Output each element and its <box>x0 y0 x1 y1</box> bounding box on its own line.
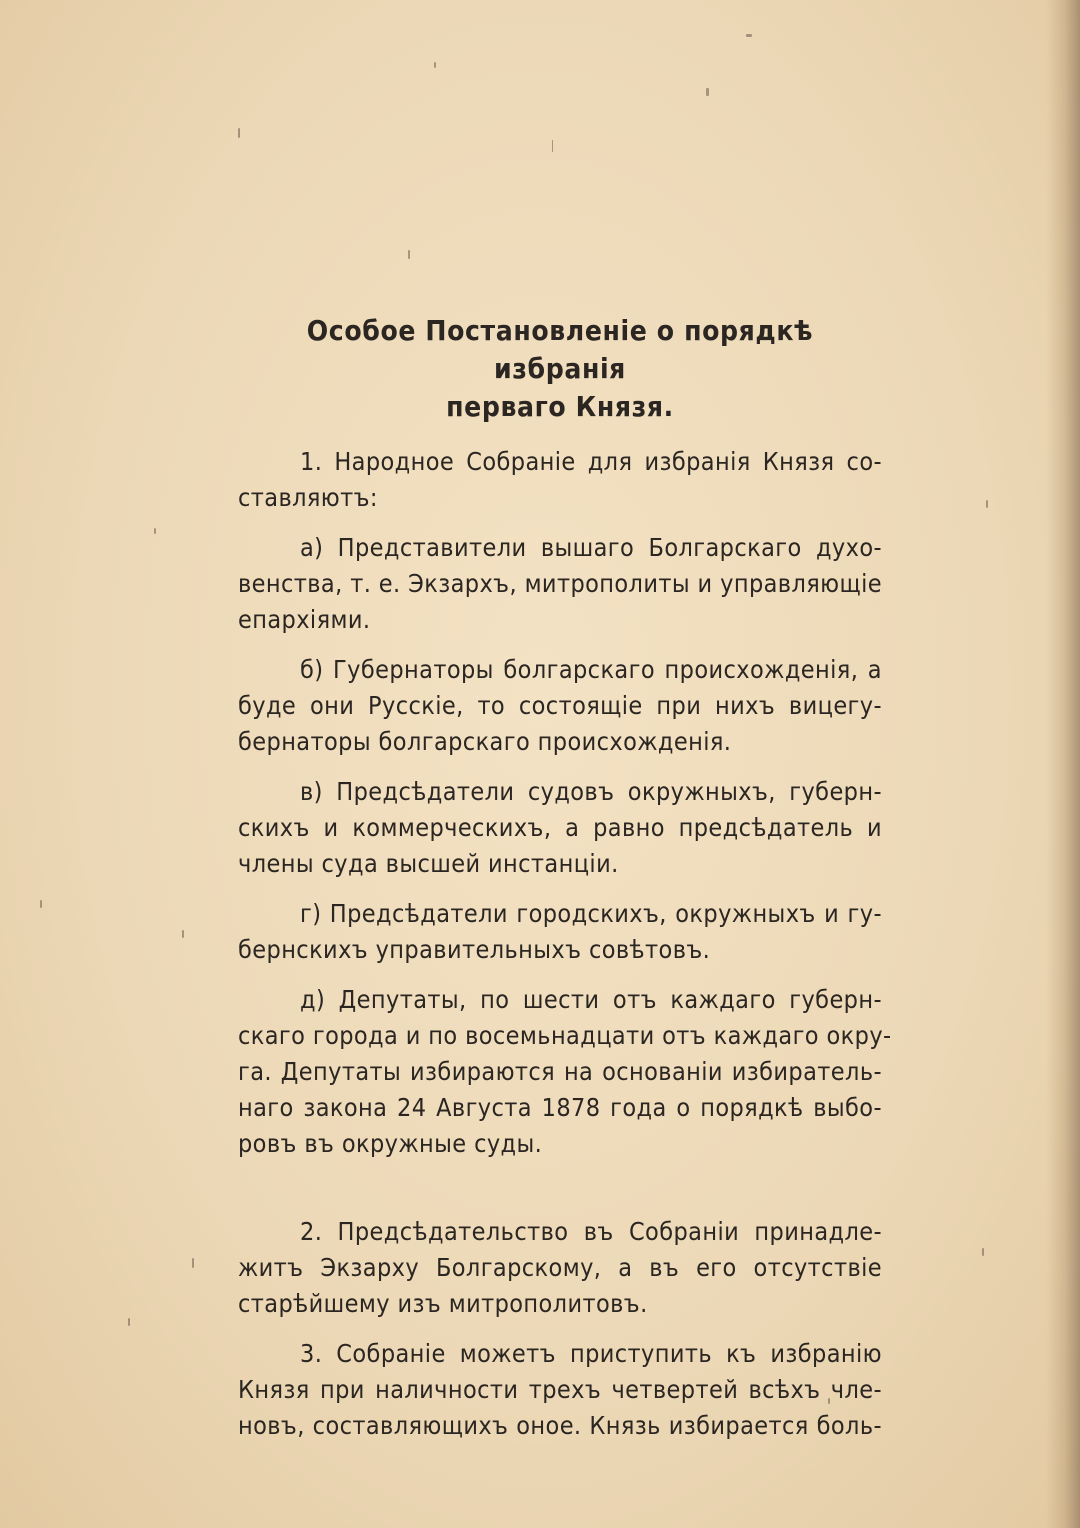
text-line: ставляютъ: <box>238 483 378 512</box>
text-line: скихъ и коммерческихъ, а равно предсѣдатель и <box>238 813 882 842</box>
text-line: скаго города и по восемьнадцати отъ каждаго окру- <box>238 1021 892 1050</box>
paper-speck <box>154 528 156 534</box>
paragraph-2 <box>238 1214 882 1322</box>
text-line: в) Предсѣдатели судовъ окружныхъ, губерн- <box>300 777 882 806</box>
text-line: наго закона 24 Августа 1878 года о порядкѣ выбо- <box>238 1093 882 1122</box>
paragraph-v <box>238 774 882 882</box>
paper-speck <box>40 900 42 908</box>
text-line: новъ, составляющихъ оное. Князь избирается боль- <box>238 1411 882 1440</box>
title-line: перваго Князя. <box>446 390 674 423</box>
document-body <box>238 312 892 1444</box>
paragraph-1 <box>238 444 882 516</box>
text-line: Князя при наличности трехъ четвертей всѣхъ чле- <box>238 1375 882 1404</box>
document-title <box>238 312 882 426</box>
text-line: бернскихъ управительныхъ совѣтовъ. <box>238 935 711 964</box>
text-line: г) Предсѣдатели городскихъ, окружныхъ и гу- <box>300 899 882 928</box>
text-line: га. Депутаты избираются на основаніи избиратель- <box>238 1057 882 1086</box>
text-line: б) Губернаторы болгарскаго происхожденія, а <box>300 655 882 684</box>
text-line: житъ Экзарху Болгарскому, а въ его отсутствіе <box>238 1253 882 1282</box>
paper-speck <box>552 140 553 152</box>
text-line: бернаторы болгарскаго происхожденія. <box>238 727 732 756</box>
paper-speck <box>746 34 752 37</box>
paper-speck <box>982 1248 984 1256</box>
text-line: члены суда высшей инстанціи. <box>238 849 619 878</box>
book-spine-shadow <box>1046 0 1080 1528</box>
paragraph-g <box>238 896 882 968</box>
text-line: а) Представители вышаго Болгарскаго духо- <box>300 533 882 562</box>
paper-speck <box>238 128 240 138</box>
title-line: Особое Постановленіе о порядкѣ избранія <box>306 314 814 385</box>
text-line: 2. Предсѣдательство въ Собраніи принадле- <box>300 1217 882 1246</box>
paper-speck <box>408 250 410 259</box>
text-line: епархіями. <box>238 605 371 634</box>
paper-speck <box>986 500 988 508</box>
text-line: венства, т. е. Экзархъ, митрополиты и управляющіе <box>238 569 882 598</box>
text-line: буде они Русскіе, то состоящіе при нихъ вицегу- <box>238 691 882 720</box>
paper-speck <box>192 1258 194 1268</box>
paper-speck <box>706 88 709 96</box>
text-line: старѣйшему изъ митрополитовъ. <box>238 1289 648 1318</box>
paragraph-d <box>238 982 892 1162</box>
paragraph-b <box>238 652 882 760</box>
paragraph-a <box>238 530 882 638</box>
text-line: д) Депутаты, по шести отъ каждаго губерн- <box>300 985 882 1014</box>
paragraph-3 <box>238 1336 882 1444</box>
paper-speck <box>434 62 436 68</box>
paper-speck <box>128 1318 130 1326</box>
text-line: 3. Собраніе можетъ приступить къ избранію <box>300 1339 882 1368</box>
text-line: ровъ въ окружные суды. <box>238 1129 543 1158</box>
paper-speck <box>182 930 184 938</box>
text-line: 1. Народное Собраніе для избранія Князя со- <box>300 447 882 476</box>
